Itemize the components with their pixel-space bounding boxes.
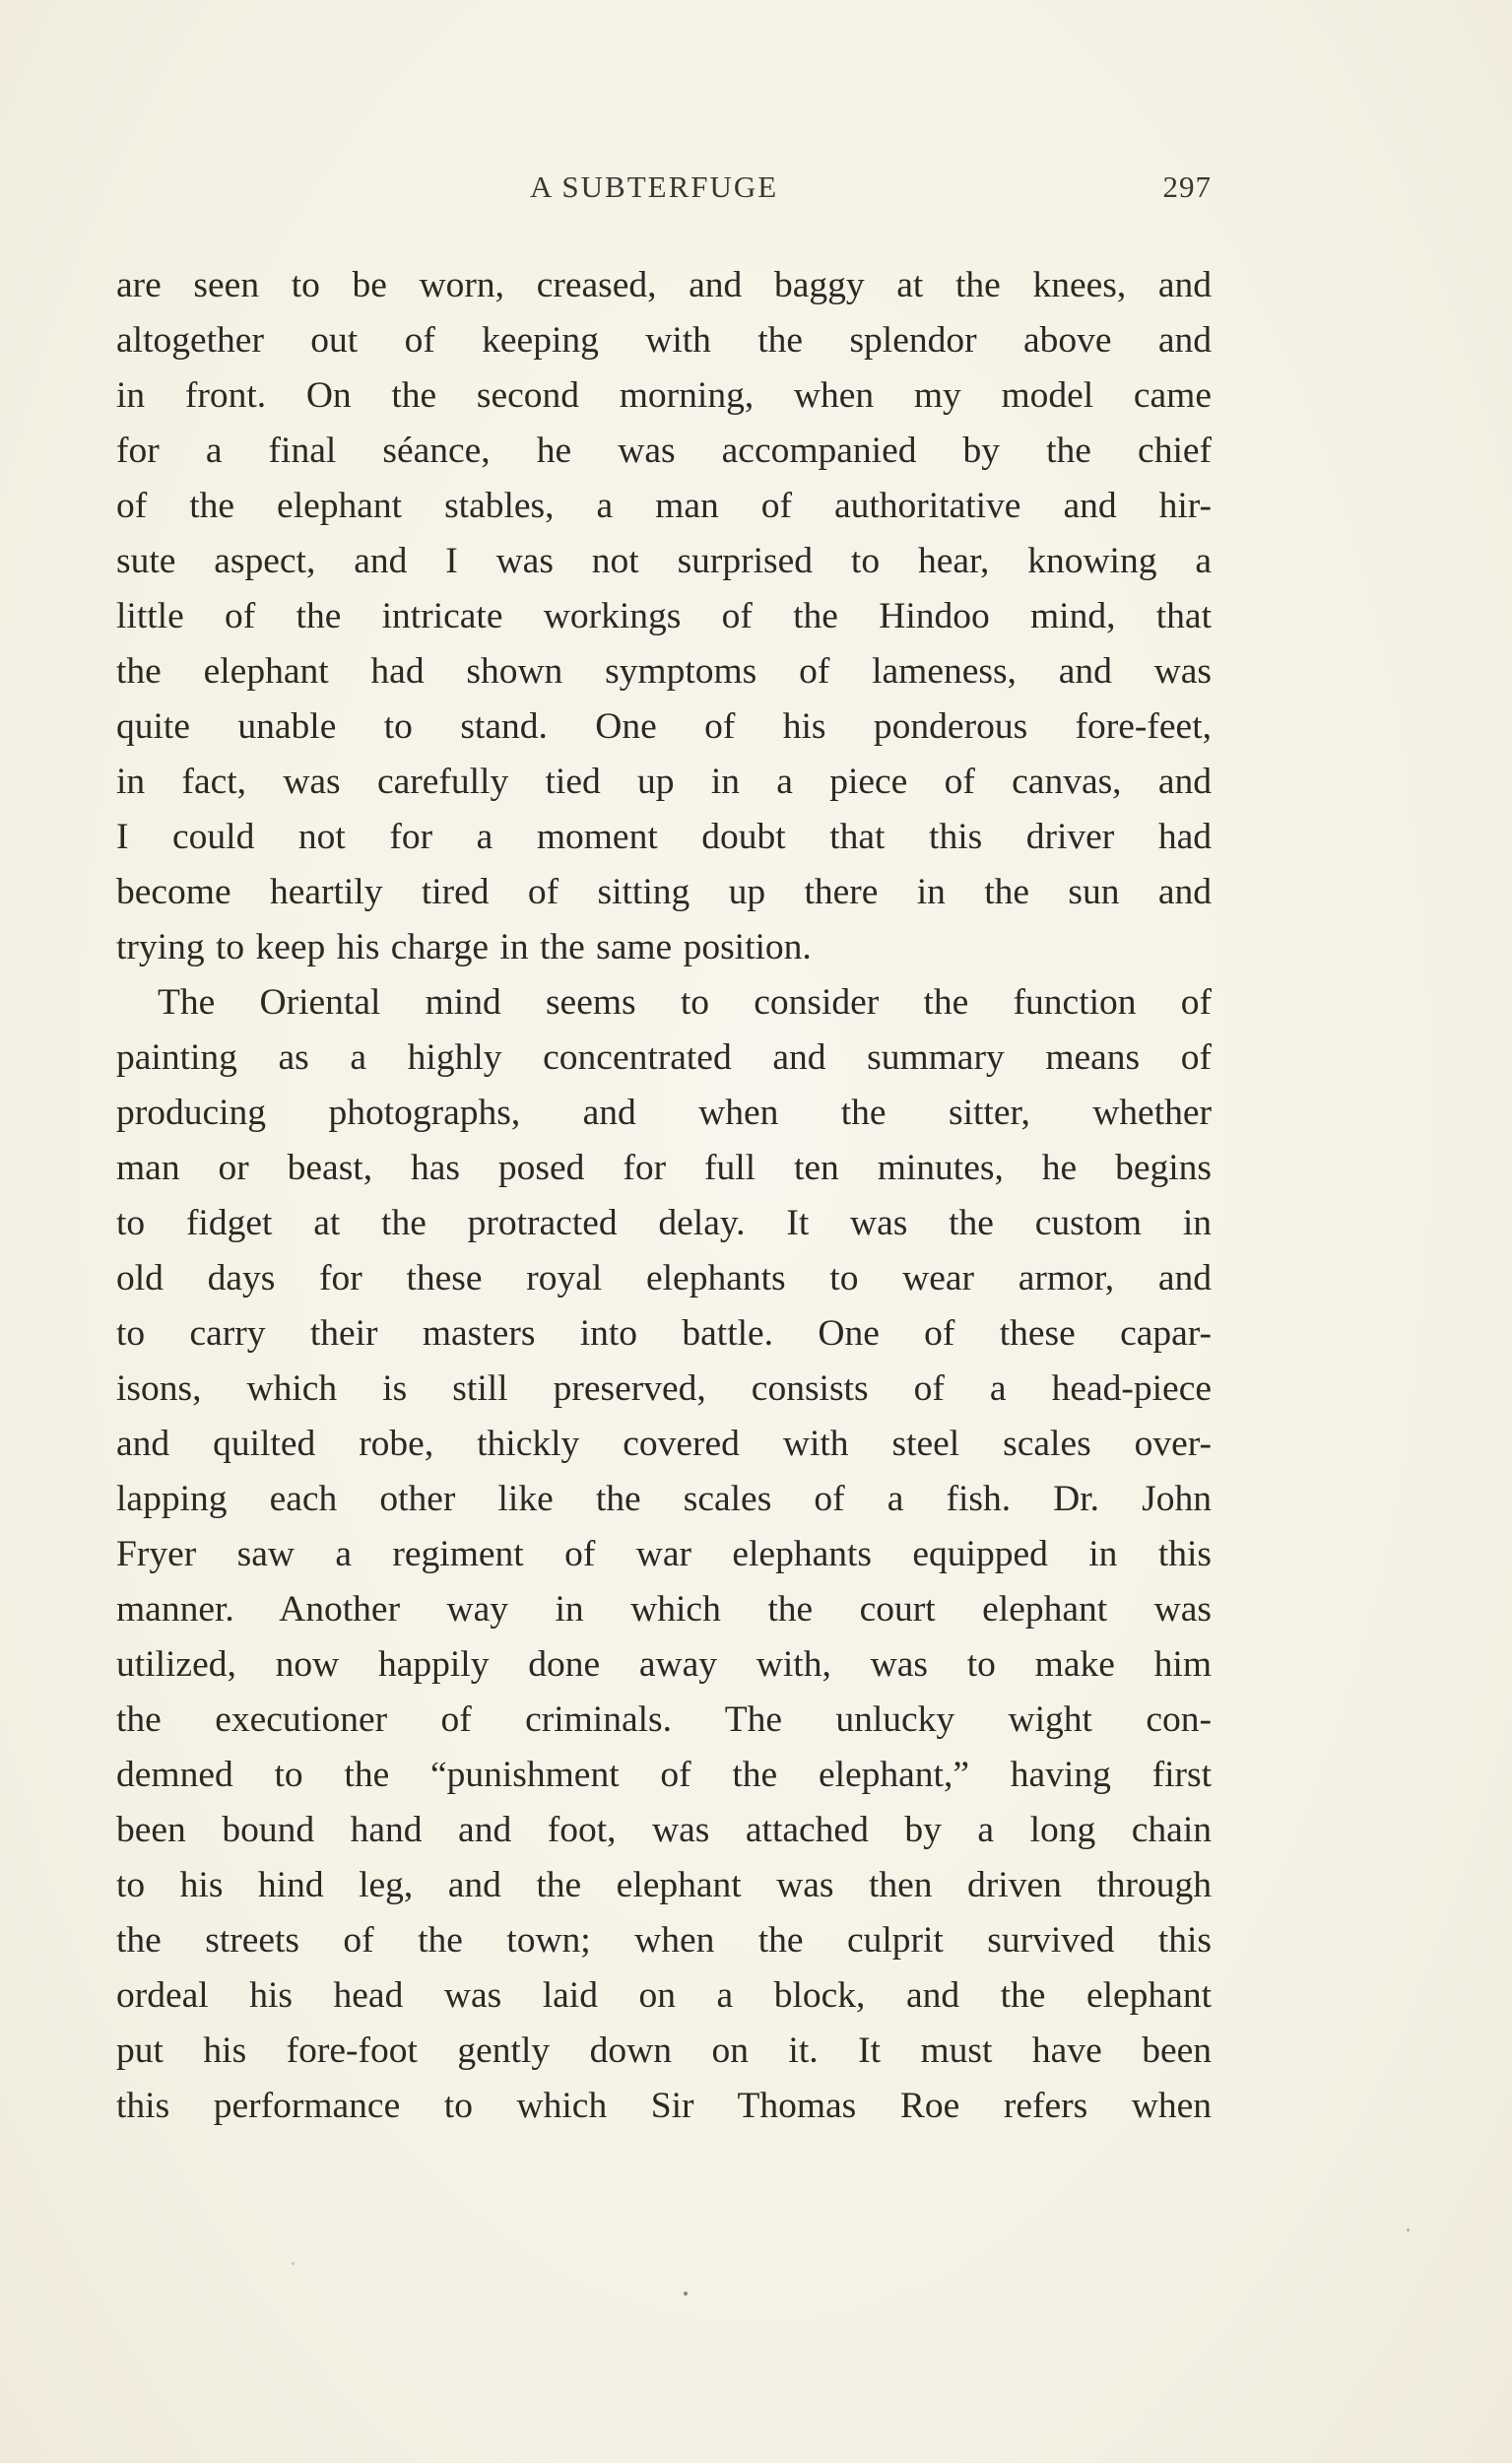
page-number: 297 [1162, 169, 1212, 204]
text-line: in fact, was carefully tied up in a piece of canvas, and [116, 762, 1212, 802]
text-line: Fryer saw a regiment of war elephants equipped in this [116, 1534, 1212, 1574]
text-line: demned to the “punishment of the elephant,” having first [116, 1755, 1212, 1795]
text-line: been bound hand and foot, was attached by a long chain [116, 1810, 1212, 1850]
text-line: manner. Another way in which the court elephant was [116, 1589, 1212, 1630]
paragraph-end-line: trying to keep his charge in the same position. [116, 927, 812, 967]
text-line: man or beast, has posed for full ten minutes, he begins [116, 1148, 1212, 1188]
text-line: producing photographs, and when the sitter, whether [116, 1093, 1212, 1133]
running-header [116, 169, 1212, 219]
text-line: the elephant had shown symptoms of lameness, and was [116, 651, 1212, 692]
paper-speck [292, 2262, 295, 2265]
text-line: for a final séance, he was accompanied by the chief [116, 431, 1212, 471]
text-line: to carry their masters into battle. One of these capar- [116, 1313, 1212, 1354]
text-line: become heartily tired of sitting up there in the sun and [116, 872, 1212, 912]
running-title: A SUBTERFUGE [530, 169, 779, 204]
text-line: old days for these royal elephants to wear armor, and [116, 1258, 1212, 1298]
paragraph-start-line: The Oriental mind seems to consider the function of [158, 982, 1212, 1023]
text-line: isons, which is still preserved, consists of a head-piece [116, 1368, 1212, 1409]
text-line: are seen to be worn, creased, and baggy at the knees, and [116, 265, 1212, 305]
text-line: in front. On the second morning, when my model came [116, 375, 1212, 416]
text-line: put his fore-foot gently down on it. It must have been [116, 2030, 1212, 2071]
text-line: this performance to which Sir Thomas Roe refers when [116, 2086, 1212, 2126]
text-line: to fidget at the protracted delay. It was the custom in [116, 1203, 1212, 1243]
text-line: the streets of the town; when the culprit survived this [116, 1920, 1212, 1961]
text-line: quite unable to stand. One of his ponderous fore-feet, [116, 706, 1212, 747]
text-line: of the elephant stables, a man of authoritative and hir- [116, 486, 1212, 526]
text-line: painting as a highly concentrated and summary means of [116, 1037, 1212, 1078]
text-line: to his hind leg, and the elephant was then driven through [116, 1865, 1212, 1905]
text-line: altogether out of keeping with the splendor above and [116, 320, 1212, 361]
paper-speck [1407, 2229, 1410, 2231]
text-line: little of the intricate workings of the Hindoo mind, that [116, 596, 1212, 636]
text-line: lapping each other like the scales of a fish. Dr. John [116, 1479, 1212, 1519]
text-line: I could not for a moment doubt that this driver had [116, 817, 1212, 857]
text-line: utilized, now happily done away with, was to make him [116, 1644, 1212, 1685]
text-line: the executioner of criminals. The unlucky wight con- [116, 1699, 1212, 1740]
text-line: ordeal his head was laid on a block, and the elephant [116, 1975, 1212, 2016]
body-text [116, 258, 1212, 2134]
paper-speck [684, 2292, 688, 2296]
text-line: sute aspect, and I was not surprised to hear, knowing a [116, 541, 1212, 581]
text-line: and quilted robe, thickly covered with steel scales over- [116, 1424, 1212, 1464]
